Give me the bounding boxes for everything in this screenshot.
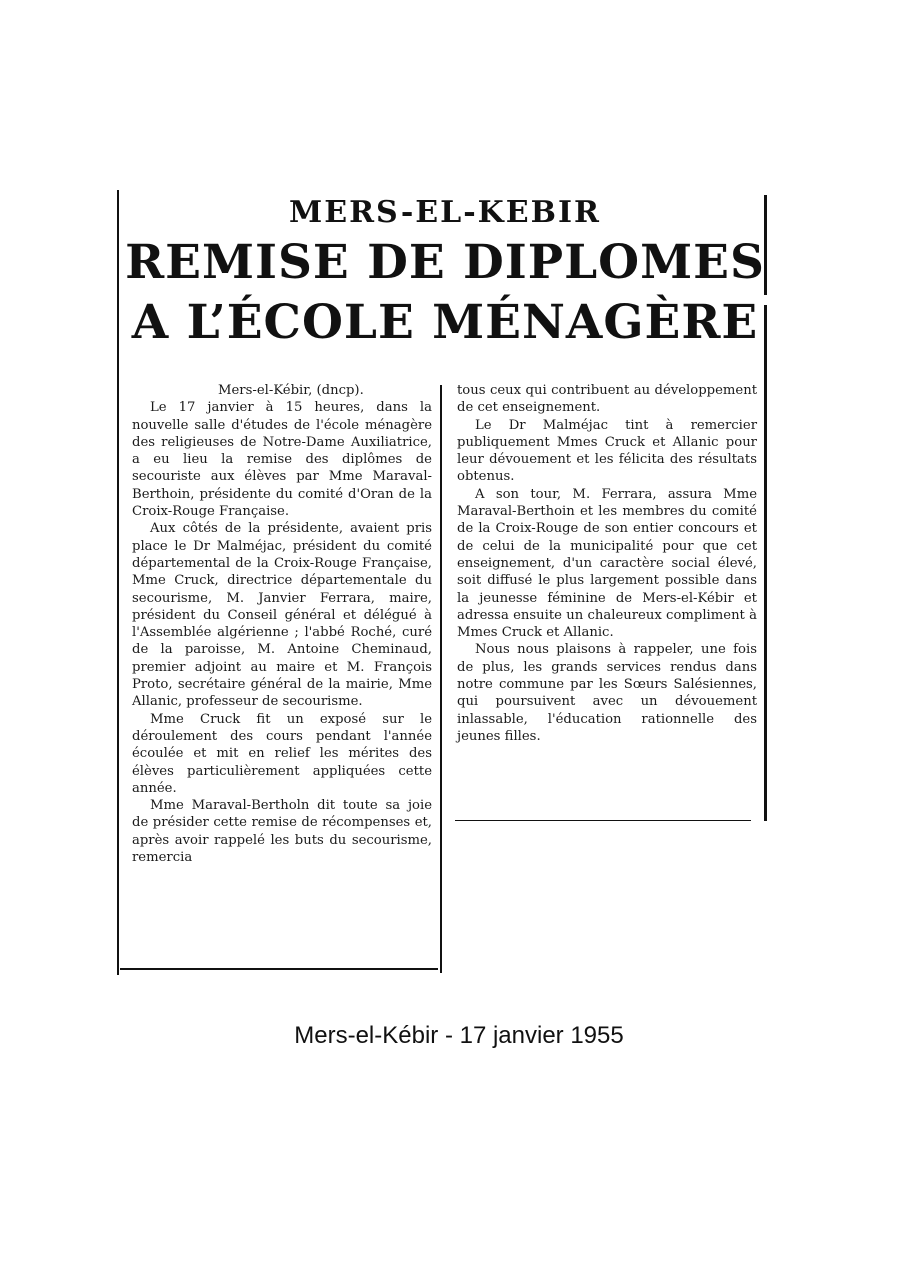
paragraph: Nous nous plaisons à rappeler, une fois de plus, les grands services rendus dans notre commune par les Sœurs Salésiennes, qui poursuivent avec un dévouement inlassable, l'éducation rationnelle des jeunes filles.: [457, 642, 757, 744]
paragraph: Le Dr Malméjac tint à remercier publiquement Mmes Cruck et Allanic pour leur dévouement et les félicita des résultats obtenus.: [457, 417, 757, 485]
dateline: Mers-el-Kébir, (dncp).: [218, 383, 364, 398]
article-kicker: MERS-EL-KEBIR: [289, 195, 601, 230]
column1-end-rule: [120, 968, 438, 970]
column-separator-rule: [440, 385, 442, 973]
caption: Mers-el-Kébir - 17 janvier 1955: [294, 1022, 624, 1049]
column2-end-rule: [455, 820, 751, 821]
paragraph: Mme Cruck fit un exposé sur le déroulement des cours pendant l'année écoulée et mit en relief les mérites des élèves particulièrement appliquées cette année.: [132, 711, 432, 796]
paragraph: Aux côtés de la présidente, avaient pris place le Dr Malméjac, président du comité départemental de la Croix-Rouge Française, Mme Cruck, directrice départementale du secourisme, M. Janvier Ferrara, maire, président du Conseil général et délégué à l'Assemblée algérienne ; l'abbé Roché, curé de la paroisse, M. Antoine Cheminaud, premier adjoint au maire et M. François Proto, secrétaire général de la mairie, Mme Allanic, professeur de secourisme.: [132, 521, 432, 710]
article-column-2: [457, 382, 757, 745]
right-border-rule-bottom: [764, 305, 767, 821]
headline-line-1: REMISE DE DIPLOMES: [125, 235, 765, 290]
left-border-rule: [117, 190, 119, 975]
headline-line-2: A L’ÉCOLE MÉNAGÈRE: [131, 295, 759, 350]
article-column-1: [132, 382, 432, 866]
paragraph: tous ceux qui contribuent au développement de cet enseignement.: [457, 383, 757, 416]
paragraph: A son tour, M. Ferrara, assura Mme Maraval-Berthoin et les membres du comité de la Croix-Rouge de son entier concours et de celui de la municipalité pour que cet enseignement, d'un caractère social élevé, soit diffusé le plus largement possible dans la jeunesse féminine de Mers-el-Kébir et adressa ensuite un chaleureux compliment à Mmes Cruck et Allanic.: [457, 486, 757, 641]
paragraph: Mme Maraval-Bertholn dit toute sa joie de présider cette remise de récompenses et, après avoir rappelé les buts du secourisme, remercia: [132, 798, 432, 866]
paragraph: Le 17 janvier à 15 heures, dans la nouvelle salle d'études de l'école ménagère des religieuses de Notre-Dame Auxiliatrice, a eu lieu la remise des diplômes de secouriste aux élèves par Mme Maraval-Berthoin, présidente du comité d'Oran de la Croix-Rouge Française.: [132, 400, 432, 520]
